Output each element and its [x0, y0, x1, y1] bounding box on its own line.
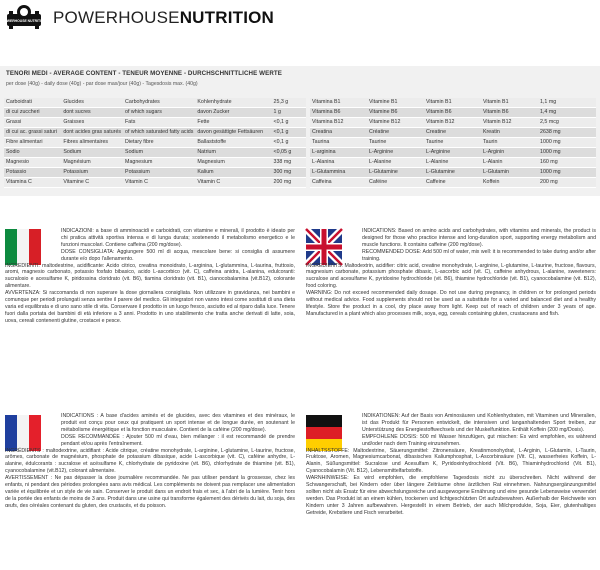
nutrient-label: Caféine	[367, 178, 424, 188]
table-title: TENORI MEDI - AVERAGE CONTENT - TENEUR MOYENNE - DURCHSCHNITTLICHE WERTE	[6, 70, 283, 77]
nutrient-label: Vitamine B6	[367, 108, 424, 118]
english-indications: INDICATIONS: Based on amino acids and carbohydrates, with vitamins and minerals, the product is designed for those who practice intense and long-duration sport, supporting energy metabolism and muscle functions. It contains caffeine (200 mg/dose).	[362, 228, 596, 248]
nutrient-label: Créatine	[367, 128, 424, 138]
nutrient-label: Ballaststoffe	[195, 138, 271, 148]
logo-text: POWERHOUSE NUTRITION	[1, 19, 47, 23]
english-dose: RECOMMENDED DOSE: Add 500 ml of water, mix well: it is recommended to take during and/or after training.	[362, 248, 596, 262]
nutrient-label: Magnesio	[4, 158, 61, 168]
nutrient-value: 200 mg	[538, 178, 596, 188]
nutrient-label: L-Glutamine	[367, 168, 424, 178]
french-ingredients: INGRÉDIENTS : maltodextrine, acidifiant : Acide citrique, créatine monohydrate, L-arginine, L-glutamine, L-taurine, fructose, arômes, carbonate de magnésium, phosphate de potassium dibasique, acide L-ascorbique (vit. C), caféine anhydre, L-alanine, édulcorants : sucralose et acésulfame K, chlorhydrate de pyridoxine (vit. B6), chlorhydrate de thiamine (vit. B1), cyanocobalamine (vit.B12), colorant alimentaire.	[5, 447, 295, 475]
german-indications: INDIKATIONEN: Auf der Basis von Aminosäuren und Kohlenhydraten, mit Vitaminen und Mineralien, ist das Produkt für Personen entwickelt, die intensiven und langanhaltenden Sport treiben, zur Unterstützung des Energiestoffwechsels und der Muskelfunktion. Enthält Koffein (200 mg/Dosis).	[362, 413, 596, 433]
nutrient-label: Vitamin B6	[424, 108, 481, 118]
nutrient-label: Vitamin B12	[481, 118, 538, 128]
table-row	[310, 178, 596, 188]
nutrient-label: L-Alanine	[424, 158, 481, 168]
nutrient-label: Magnesium	[123, 158, 195, 168]
brand-name	[53, 8, 274, 28]
nutrient-label: di cui ac. grassi saturi	[4, 128, 61, 138]
nutrient-label: di cui zuccheri	[4, 108, 61, 118]
nutrient-label: Kalium	[195, 168, 271, 178]
nutrition-table-right	[310, 98, 596, 188]
table-row	[310, 168, 596, 178]
italian-dose: DOSE CONSIGLIATA: Aggiungere 500 ml di acqua, mescolare bene: si consiglia di assumere durante e/o dopo l'allenamento.	[61, 248, 295, 262]
nutrient-value: <0,1 g	[272, 138, 306, 148]
brand-name-part1: POWERHOUSE	[53, 8, 180, 27]
nutrient-label: Taurine	[367, 138, 424, 148]
nutrient-label: Kreatin	[481, 128, 538, 138]
nutrition-table-left	[4, 98, 306, 188]
table-row	[310, 98, 596, 108]
nutrient-label: L-arginina	[310, 148, 367, 158]
nutrient-value: <0,1 g	[272, 128, 306, 138]
nutrient-label: Vitamin B12	[424, 118, 481, 128]
nutrient-label: Natrium	[195, 148, 271, 158]
italian-warning: AVVERTENZA: Si raccomanda di non superare la dose giornaliera consigliata. Non utilizzare in gravidanza, nei bambini e comunque per periodi prolungati senza sentire il parere del medico. Gli integratori non vanno intesi come sostituti di una dieta varia ed equilibrata e di uno sano stile di vita. Conservare il prodotto in un luogo fresco, asciutto ed al riparo dalla luce. Tenere fuori dalla portata dei bambini di età inferiore a 3 anni. Prodotto in uno stabilimento che tratta anche derivati di latte, soia, uova, cereali contenenti glutine, crostacei e pesce.	[5, 290, 295, 324]
nutrient-value: 1 g	[272, 108, 306, 118]
nutrient-value: <0,1 g	[272, 118, 306, 128]
nutrient-label: L-Arginine	[367, 148, 424, 158]
english-ingredients: INGREDIENTS: Maltodextrin, acidifier: citric acid, creatine monohydrate, L-arginine, L-glutamine, L-taurine, fructose, flavours, magnesium carbonate, potassium phosphate dibasic, L-ascorbic acid (vit. C), caffeine anhydrous, L-alanine, sweeteners: sucralose and acesulfame K, pyridoxine hydrochloride (vit. B6), thiamine hydrochloride (vit. B1), cyanocobalamine (vit. B12), food coloring.	[306, 262, 596, 290]
nutrient-label: Caffeine	[424, 178, 481, 188]
nutrient-label: Vitamin C	[123, 178, 195, 188]
nutrient-value: 25,3 g	[272, 98, 306, 108]
nutrient-label: Creatine	[424, 128, 481, 138]
nutrient-label: Fibre alimentari	[4, 138, 61, 148]
nutrient-label: L-Alanine	[367, 158, 424, 168]
nutrient-label: Vitamin B1	[424, 98, 481, 108]
table-row	[310, 148, 596, 158]
brand-name-part2: NUTRITION	[179, 8, 275, 27]
french-section	[5, 413, 295, 510]
table-row	[4, 148, 306, 158]
italian-ingredients: INGREDIENTI: maltodestrine, acidificante: Acido citrico, creatina monoidrato, L-arginina, L-glutammina, L-taurina, fruttosio, aromi, magnesio carbonato, potassio fosfato bibasico, acido L-ascorbico (vit. C), caffeina anidra, L-alanina, edulcoranti: sucralosio e acesulfame K, piridossina cloridrato (vit. B6), tiamina cloridrato (vit. B1), cianocobalamina (vit.B12), colorante alimentare.	[5, 262, 295, 290]
nutrient-label: Creatina	[310, 128, 367, 138]
nutrient-value: 1,4 mg	[538, 108, 596, 118]
nutrient-label: Kohlenhydrate	[195, 98, 271, 108]
english-warning: WARNING: Do not exceed recommended daily dosage. Do not use during pregnancy, in children or for prolonged periods without medical advice. Food supplements should not be used as a substitute for a varied and balanced diet and a healthy lifestyle. Store the product in a cool, dry place away from light. Keep out of reach of children under 3 years of age. Manufactured in a plant which also processes milk, soya, egg, cereals containing gluten, crustaceans and fish.	[306, 290, 596, 317]
nutrient-value: 1,1 mg	[538, 98, 596, 108]
nutrient-value: 300 mg	[272, 168, 306, 178]
french-warning: AVERTISSEMENT : Ne pas dépasser la dose journalière recommandée. Ne pas utiliser pendant la grossesse, chez les enfants, ni pendant des périodes prolongées sans avis médical. Les compléments ne doivent pas remplacer une alimentation variée et équilibrée et un style de vie sain. Conserver le produit dans un endroit frais et sec, à l'abri de la lumière. Tenir hors de la portée des enfants de moins de 3 ans. Produit dans une usine qui transforme également des dérivés du lait, du soja, des œufs, des céréales contenant du gluten, des crustacés, et du poisson.	[5, 475, 295, 509]
nutrient-label: Koffein	[481, 178, 538, 188]
nutrient-label: L-Alanin	[481, 158, 538, 168]
nutrient-label: L-Arginin	[481, 148, 538, 158]
table-row	[4, 98, 306, 108]
nutrient-label: Carboidrati	[4, 98, 61, 108]
table-row	[310, 138, 596, 148]
nutrient-label: Fibres alimentaires	[61, 138, 123, 148]
nutrient-label: L-Arginine	[424, 148, 481, 158]
table-row	[310, 118, 596, 128]
nutrient-label: L-Glutamine	[424, 168, 481, 178]
nutrient-value: 2,5 mcg	[538, 118, 596, 128]
nutrient-label: L-Glutamin	[481, 168, 538, 178]
nutrient-label: Sodium	[61, 148, 123, 158]
nutrient-label: Fette	[195, 118, 271, 128]
nutrient-label: Vitamina C	[4, 178, 61, 188]
english-section	[306, 228, 596, 318]
nutrient-label: Carbohydrates	[123, 98, 195, 108]
nutrient-label: Potassium	[123, 168, 195, 178]
nutrient-label: Magnesium	[195, 158, 271, 168]
nutrient-label: Grassi	[4, 118, 61, 128]
nutrient-label: Vitamina B6	[310, 108, 367, 118]
nutrient-label: of which sugars	[123, 108, 195, 118]
table-subtitle: per dose (40g) - daily dose (40g) - par dose max/jour (40g) - Tagesdosis max. (40g)	[6, 81, 198, 87]
nutrient-value: 1000 mg	[538, 148, 596, 158]
german-section	[306, 413, 596, 517]
nutrient-label: Vitamina B1	[310, 98, 367, 108]
nutrient-label: Vitamin B6	[481, 108, 538, 118]
table-row	[4, 128, 306, 138]
table-row	[4, 158, 306, 168]
nutrient-label: Dietary fibre	[123, 138, 195, 148]
nutrient-value: <0,05 g	[272, 148, 306, 158]
table-row	[4, 108, 306, 118]
table-row	[310, 128, 596, 138]
nutrient-label: Potassio	[4, 168, 61, 178]
nutrient-value: 1000 mg	[538, 138, 596, 148]
nutrient-label: Vitamine B12	[367, 118, 424, 128]
nutrient-label: of which saturated fatty acids	[123, 128, 195, 138]
header	[0, 0, 600, 40]
german-ingredients: INHALTSSTOFFE: Maltodextrine, Säuerungsmittel: Zitronensäure, Kreatinmonohydrat, L-Arginin, L-Glutamin, L-Taurin, Fruktose, Aromen, Magnesiumcarbonat, dibasisches Kaliumphosphat, L-Ascorbinsäure (Vit. C), wasserfreies Koffein, L-Alanin, Süßungsmittel: Sucralose und Acesulfam K, Pyridoxinhydrochlorid (Vit. B6), Thiaminhydrochlorid (Vit. B1), Cyanocobalamin (Vit. B12), Lebensmittelfarbstoffe.	[306, 447, 596, 475]
nutrient-label: Taurine	[424, 138, 481, 148]
nutrient-value: 2638 mg	[538, 128, 596, 138]
nutrient-label: Vitamin C	[195, 178, 271, 188]
nutrient-label: Sodio	[4, 148, 61, 158]
nutrient-label: dont acides gras saturés	[61, 128, 123, 138]
nutrient-label: L-Alanina	[310, 158, 367, 168]
table-row	[310, 158, 596, 168]
nutrient-value: 1000 mg	[538, 168, 596, 178]
nutrient-value: 160 mg	[538, 158, 596, 168]
nutrient-value: 338 mg	[272, 158, 306, 168]
table-row	[4, 168, 306, 178]
italian-indications: INDICAZIONI: a base di amminoacidi e carboidrati, con vitamine e minerali, il prodotto è ideato per chi pratica attività sportiva intensa e di lunga durata; sostenendo il metabolismo energetico e le funzioni muscolari. Contiene caffeina (200 mg/dose).	[61, 228, 295, 248]
nutrient-label: Potassium	[61, 168, 123, 178]
german-warning: WARNHINWEISE: Es wird empfohlen, die empfohlene Tagesdosis nicht zu überschreiten. Nicht während der Schwangerschaft, bei Kindern oder über längere Zeiträume ohne ärztlichen Rat einnehmen. Nahrungsergänzungsmittel sollten nicht als Ersatz für eine abwechslungsreiche und ausgewogene Ernährung und eine gesunde Lebensweise verwendet werden. Das Produkt ist an einem kühlen, trockenen und lichtgeschützten Ort aufzubewahren. Außerhalb der Reichweite von Kindern unter 3 Jahren aufbewahren. Hergestellt in einem Betrieb, der auch Milchprodukte, Soja, Eier, glutenhaltiges Getreide, Krebstiere und Fisch verarbeitet.	[306, 475, 596, 516]
table-row	[4, 178, 306, 188]
nutrient-label: Vitamin B1	[481, 98, 538, 108]
nutrient-label: Glucides	[61, 98, 123, 108]
nutrient-label: Taurin	[481, 138, 538, 148]
nutrient-label: Taurina	[310, 138, 367, 148]
italian-section	[5, 228, 295, 325]
nutrient-label: Fats	[123, 118, 195, 128]
nutrient-label: Graisses	[61, 118, 123, 128]
nutrient-label: davon Zucker	[195, 108, 271, 118]
nutrient-label: L-Glutammina	[310, 168, 367, 178]
brand-logo-icon	[1, 3, 47, 35]
nutrient-label: dont sucres	[61, 108, 123, 118]
french-indications: INDICATIONS : A base d'acides aminés et de glucides, avec des vitamines et des minéraux, le produit est conçu pour ceux qui pratiquent un sport intense et de longue durée, en soutenant le métabolisme énergétique et la fonction musculaire. Contient de la caféine (200 mg/dose).	[61, 413, 295, 433]
french-dose: DOSE RECOMMANDÉE : Ajouter 500 ml d'eau, bien mélanger : il est recommandé de prendre pendant et/ou après l'entraînement.	[61, 433, 295, 447]
nutrient-value: 200 mg	[272, 178, 306, 188]
table-row	[4, 118, 306, 128]
nutrient-label: davon gesättigte Fettsäuren	[195, 128, 271, 138]
nutrient-label: Vitamina B12	[310, 118, 367, 128]
german-dose: EMPFOHLENE DOSIS: 500 ml Wasser hinzufügen, gut mischen: Es wird empfohlen, es während und/oder nach dem Training einzunehmen.	[362, 433, 596, 447]
nutrient-label: Sodium	[123, 148, 195, 158]
nutrient-label: Magnésium	[61, 158, 123, 168]
nutrient-label: Vitamine C	[61, 178, 123, 188]
nutrient-label: Caffeina	[310, 178, 367, 188]
nutrient-label: Vitamine B1	[367, 98, 424, 108]
table-row	[310, 108, 596, 118]
table-row	[4, 138, 306, 148]
